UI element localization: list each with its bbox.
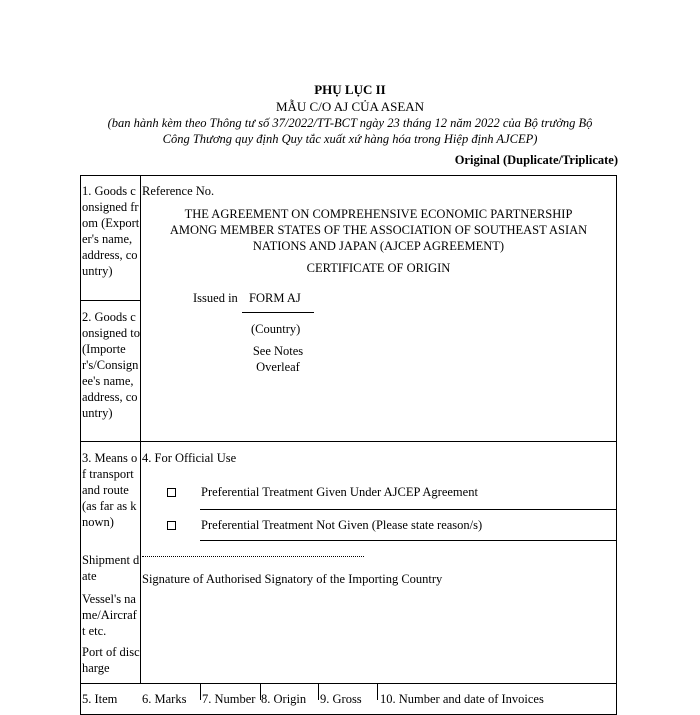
signature-dotted-line [142, 556, 364, 557]
col8-header: 8. Origin [261, 692, 307, 706]
reference-no-label: Reference No. [142, 184, 215, 198]
col6-header: 6. Marks [142, 692, 187, 706]
box1-box2-divider [80, 300, 140, 301]
see-notes [238, 343, 318, 375]
signature-label: Signature of Authorised Signatory of the Importing Country [142, 572, 443, 586]
see-notes-line1: See Notes [252, 344, 304, 358]
box3-label: 3. Means of transport and route (as far as known) [82, 451, 138, 529]
vessel-label: Vessel's name/Aircraft etc. [82, 592, 137, 638]
col-divider-9 [377, 683, 378, 700]
doc-subtitle: MẪU C/O AJ CỦA ASEAN [275, 99, 425, 114]
doc-note-line2: Công Thương quy định Quy tắc xuất xứ hàng hóa trong Hiệp định AJCEP) [162, 132, 538, 146]
columns-top-divider [80, 683, 617, 684]
shipment-date-label: Shipment date [82, 553, 140, 583]
agreement-title [140, 206, 617, 254]
doc-note [80, 115, 620, 147]
box1-label: 1. Goods consigned from (Exporter's name, address, country) [82, 184, 140, 278]
original-label: Original (Duplicate/Triplicate) [454, 153, 618, 167]
col10-header: 10. Number and date of Invoices [380, 692, 544, 706]
box4-label: 4. For Official Use [142, 451, 237, 465]
preferential-not-given-label: Preferential Treatment Not Given (Please state reason/s) [201, 518, 483, 532]
preferential-given-checkbox[interactable] [167, 488, 176, 497]
col5-header: 5. Item [82, 692, 118, 706]
col-divider-6 [200, 683, 201, 700]
agreement-line1: THE AGREEMENT ON COMPREHENSIVE ECONOMIC PARTNERSHIP [184, 207, 573, 221]
issued-in-label: Issued in [193, 291, 238, 305]
see-notes-line2: Overleaf [256, 360, 300, 374]
form-aj-label: FORM AJ [249, 291, 301, 305]
box2-box3-divider [80, 441, 617, 442]
agreement-line2: AMONG MEMBER STATES OF THE ASSOCIATION OF SOUTHEAST ASIAN [169, 223, 588, 237]
certificate-of-origin: CERTIFICATE OF ORIGIN [306, 261, 451, 275]
doc-title: PHỤ LỤC II [314, 82, 386, 97]
option2-divider [200, 540, 617, 541]
preferential-given-label: Preferential Treatment Given Under AJCEP Agreement [201, 485, 478, 499]
option1-divider [200, 509, 617, 510]
agreement-line3: NATIONS AND JAPAN (AJCEP AGREEMENT) [252, 239, 505, 253]
col7-header: 7. Number [202, 692, 256, 706]
doc-note-line1: (ban hành kèm theo Thông tư số 37/2022/TT-BCT ngày 23 tháng 12 năm 2022 của Bộ trưởng Bộ [107, 116, 593, 130]
preferential-not-given-checkbox[interactable] [167, 521, 176, 530]
port-label: Port of discharge [82, 645, 140, 675]
col-divider-8 [318, 683, 319, 700]
box2-label: 2. Goods consigned to (Importer's/Consignee's name, address, country) [82, 310, 140, 420]
issued-country-line [242, 312, 314, 313]
col9-header: 9. Gross [320, 692, 362, 706]
country-label: (Country) [251, 322, 301, 336]
form-frame [80, 175, 617, 715]
